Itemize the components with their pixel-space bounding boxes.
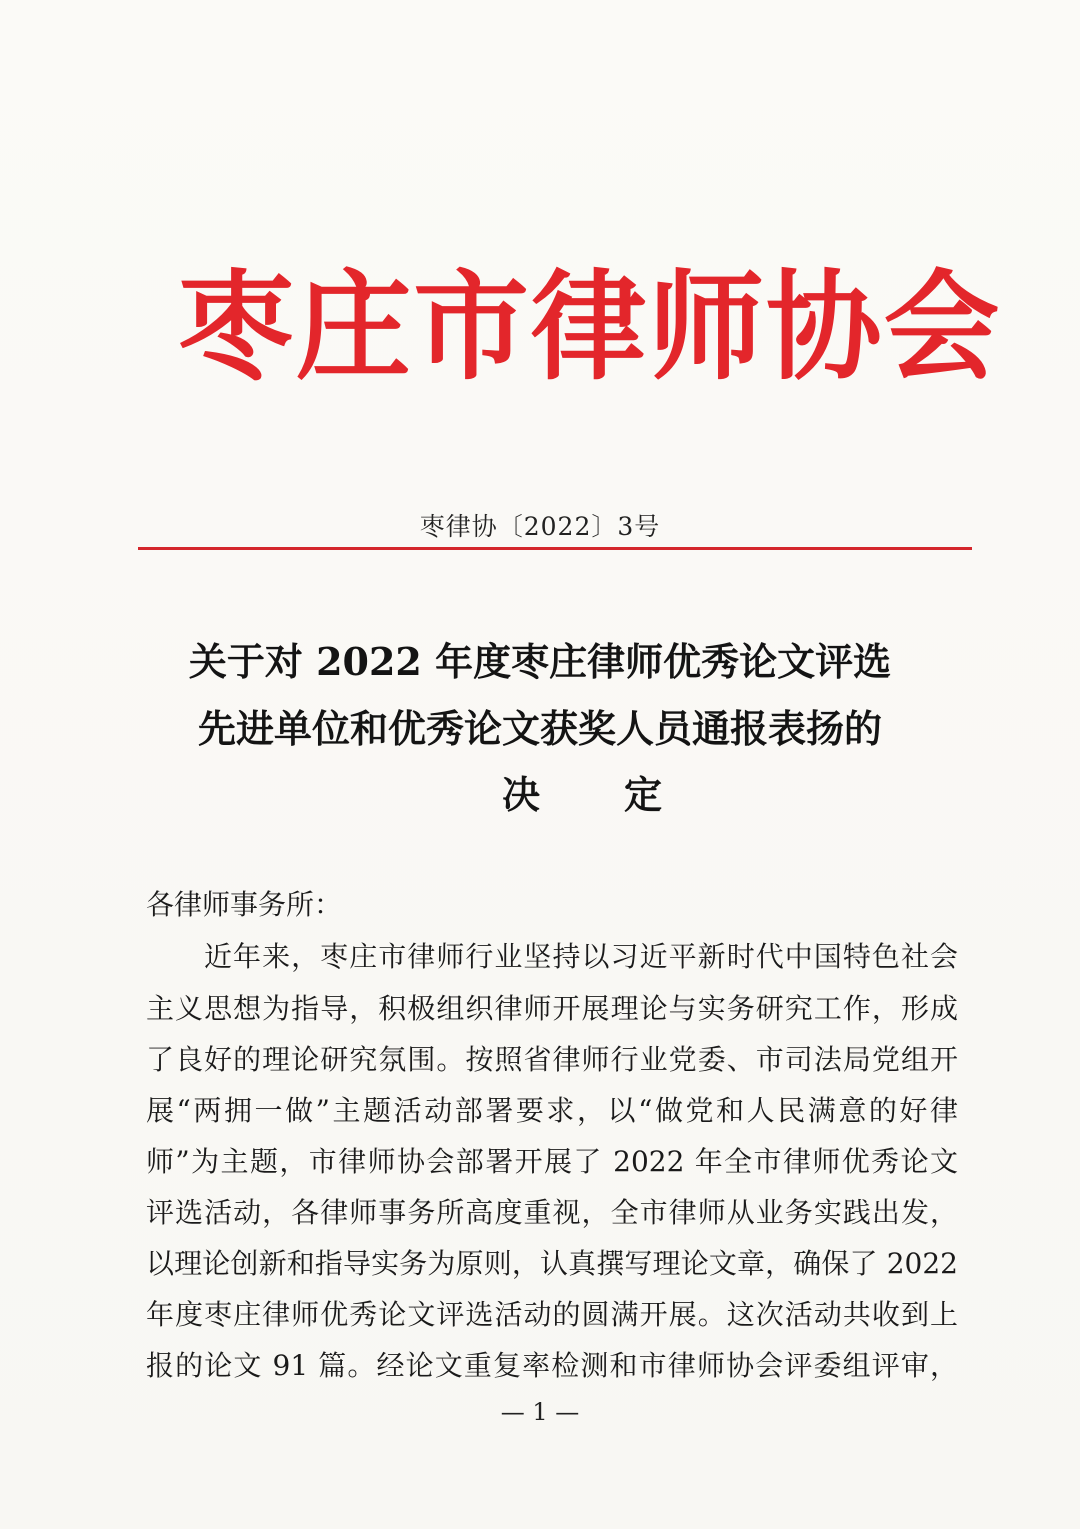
body-line: 报的论文 91 篇。经论文重复率检测和市律师协会评委组评审， [146, 1349, 958, 1382]
organization-masthead: 枣庄市律师协会 [178, 258, 1002, 396]
body-line: 近年来，枣庄市律师行业坚持以习近平新时代中国特色社会 [204, 940, 958, 973]
body-line: 展“两拥一做”主题活动部署要求，以“做党和人民满意的好律 [146, 1094, 958, 1127]
body-line: 主义思想为指导，积极组织律师开展理论与实务研究工作，形成 [146, 992, 958, 1025]
body-line: 以理论创新和指导实务为原则，认真撰写理论文章，确保了 2022 [146, 1247, 958, 1280]
title-line-2: 先进单位和优秀论文获奖人员通报表扬的 [197, 706, 882, 751]
body-line: 年度枣庄律师优秀论文评选活动的圆满开展。这次活动共收到上 [146, 1298, 958, 1331]
red-divider [138, 547, 972, 550]
body-line: 评选活动，各律师事务所高度重视，全市律师从业务实践出发， [146, 1196, 958, 1229]
document-number: 枣律协〔2022〕3号 [419, 512, 661, 541]
salutation: 各律师事务所： [146, 888, 343, 921]
body-line: 师”为主题，市律师协会部署开展了 2022 年全市律师优秀论文 [146, 1145, 958, 1178]
page-number: — 1 — [500, 1398, 580, 1426]
title-line-3: 决定 [501, 772, 746, 817]
body-line: 了良好的理论研究氛围。按照省律师行业党委、市司法局党组开 [146, 1043, 958, 1076]
title-line-1: 关于对 2022 年度枣庄律师优秀论文评选 [188, 639, 892, 684]
